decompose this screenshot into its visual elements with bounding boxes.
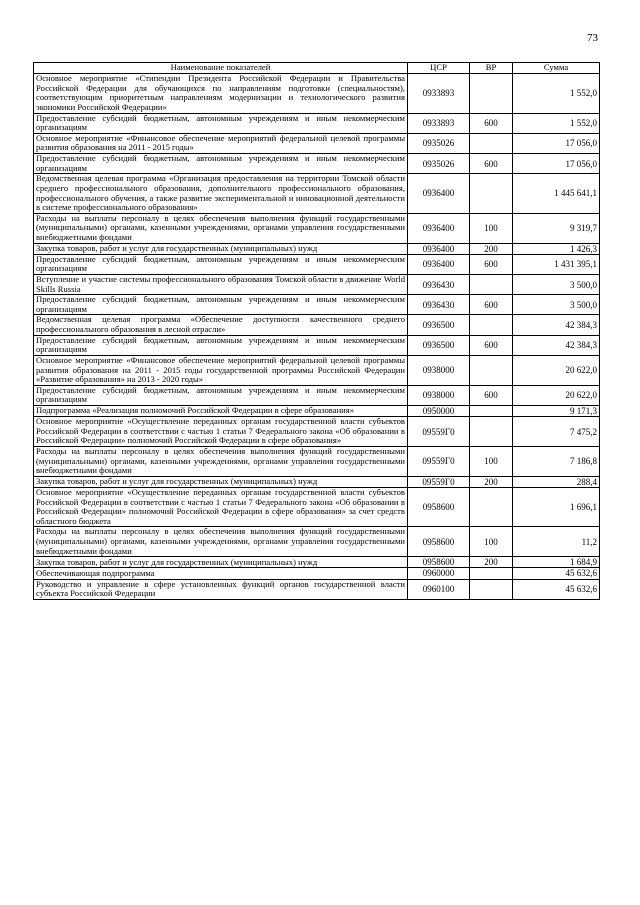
row-name: Ведомственная целевая программа «Обеспечение доступности качественного среднего профессионального образования в лесной отрасли» xyxy=(34,315,408,335)
row-sum: 17 056,0 xyxy=(513,133,600,153)
row-name: Закупка товаров, работ и услуг для государственных (муниципальных) нужд xyxy=(34,476,408,487)
row-sum: 45 632,6 xyxy=(513,568,600,579)
row-name: Основное мероприятие «Финансовое обеспечение мероприятий федеральной целевой программы развития образования на 2011 - 2015 годы» xyxy=(34,133,408,153)
table-row xyxy=(34,579,600,599)
table-row xyxy=(34,154,600,174)
row-name: Основное мероприятие «Стипендии Президента Российской Федерации и Правительства Российской Федерации для обучающихся по направлениям подготовки (специальностям), соответствующим приоритетным направлениям модернизации и технологического развития экономики Российской Федерации» xyxy=(34,74,408,114)
row-csr: 0936400 xyxy=(408,243,470,254)
row-name: Закупка товаров, работ и услуг для государственных (муниципальных) нужд xyxy=(34,243,408,254)
row-csr: 0958600 xyxy=(408,557,470,568)
row-csr: 0935026 xyxy=(408,154,470,174)
table-row xyxy=(34,527,600,557)
table-row xyxy=(34,385,600,405)
table-row xyxy=(34,133,600,153)
header-name: Наименование показателей xyxy=(34,63,408,74)
row-csr: 0935026 xyxy=(408,133,470,153)
row-sum: 11,2 xyxy=(513,527,600,557)
table-row xyxy=(34,113,600,133)
header-sum: Сумма xyxy=(513,63,600,74)
row-vr: 100 xyxy=(470,447,513,477)
row-sum: 1 552,0 xyxy=(513,74,600,114)
row-vr xyxy=(470,417,513,447)
row-name: Подпрограмма «Реализация полномочий Российской Федерации в сфере образования» xyxy=(34,406,408,417)
table-row xyxy=(34,487,600,527)
row-sum: 7 186,8 xyxy=(513,447,600,477)
row-name: Ведомственная целевая программа «Организация предоставления на территории Томской области среднего профессионального образования, дополнительного профессионального образования, профессионального обучения, а также развитие экспериментальной и инновационной деятельности в системе профессионального образования» xyxy=(34,174,408,214)
row-csr: 0936400 xyxy=(408,254,470,274)
row-csr: 0936500 xyxy=(408,315,470,335)
table-row xyxy=(34,355,600,385)
table-row xyxy=(34,74,600,114)
row-sum: 45 632,6 xyxy=(513,579,600,599)
row-vr xyxy=(470,487,513,527)
row-sum: 1 431 395,1 xyxy=(513,254,600,274)
row-sum: 42 384,3 xyxy=(513,315,600,335)
row-name: Руководство и управление в сфере установленных функций органов государственной власти субъекта Российской Федерации xyxy=(34,579,408,599)
row-csr: 0933893 xyxy=(408,113,470,133)
row-vr: 600 xyxy=(470,385,513,405)
row-vr xyxy=(470,174,513,214)
table-row xyxy=(34,174,600,214)
table-body xyxy=(34,74,600,600)
row-csr: 0960100 xyxy=(408,579,470,599)
row-sum: 9 171,3 xyxy=(513,406,600,417)
row-name: Предоставление субсидий бюджетным, автономным учреждениям и иным некоммерческим организациям xyxy=(34,295,408,315)
row-sum: 7 475,2 xyxy=(513,417,600,447)
row-csr: 0958600 xyxy=(408,527,470,557)
row-sum: 288,4 xyxy=(513,476,600,487)
table-row xyxy=(34,447,600,477)
row-vr: 600 xyxy=(470,295,513,315)
row-name: Основное мероприятие «Финансовое обеспечение мероприятий федеральной целевой программы развития образования на 2011 - 2015 годы государственной программы Российской Федерации «Развитие образования» на 2013 - 2020 годы» xyxy=(34,355,408,385)
table-row xyxy=(34,243,600,254)
row-name: Обеспечивающая подпрограмма xyxy=(34,568,408,579)
row-name: Предоставление субсидий бюджетным, автономным учреждениям и иным некоммерческим организациям xyxy=(34,154,408,174)
row-vr xyxy=(470,568,513,579)
row-vr xyxy=(470,315,513,335)
table-row xyxy=(34,274,600,294)
row-csr: 0938000 xyxy=(408,385,470,405)
row-name: Основное мероприятие «Осуществление переданных органам государственной власти субъектов Российской Федерации в соответствии с частью 1 статьи 7 Федерального закона «Об образовании в Российской Федерации» полномочий Российской Федерации в сфере образования» xyxy=(34,417,408,447)
table-row xyxy=(34,406,600,417)
table-row xyxy=(34,213,600,243)
table-row xyxy=(34,254,600,274)
table-row xyxy=(34,335,600,355)
row-sum: 1 552,0 xyxy=(513,113,600,133)
row-csr: 0936430 xyxy=(408,274,470,294)
page-number: 73 xyxy=(587,32,598,44)
row-vr xyxy=(470,274,513,294)
row-csr: 0936400 xyxy=(408,174,470,214)
row-vr: 600 xyxy=(470,335,513,355)
budget-table xyxy=(33,62,600,600)
row-csr: 0933893 xyxy=(408,74,470,114)
row-vr: 100 xyxy=(470,213,513,243)
row-sum: 20 622,0 xyxy=(513,385,600,405)
row-vr: 200 xyxy=(470,243,513,254)
row-sum: 3 500,0 xyxy=(513,274,600,294)
row-sum: 42 384,3 xyxy=(513,335,600,355)
row-name: Предоставление субсидий бюджетным, автономным учреждениям и иным некоммерческим организациям xyxy=(34,335,408,355)
row-sum: 1 684,9 xyxy=(513,557,600,568)
row-csr: 09559Г0 xyxy=(408,447,470,477)
row-sum: 9 319,7 xyxy=(513,213,600,243)
row-vr xyxy=(470,74,513,114)
row-name: Предоставление субсидий бюджетным, автономным учреждениям и иным некоммерческим организациям xyxy=(34,385,408,405)
row-vr xyxy=(470,355,513,385)
row-csr: 0960000 xyxy=(408,568,470,579)
row-csr: 09559Г0 xyxy=(408,476,470,487)
row-name: Предоставление субсидий бюджетным, автономным учреждениям и иным некоммерческим организациям xyxy=(34,113,408,133)
header-csr: ЦСР xyxy=(408,63,470,74)
row-vr: 100 xyxy=(470,527,513,557)
row-sum: 20 622,0 xyxy=(513,355,600,385)
row-name: Расходы на выплаты персоналу в целях обеспечения выполнения функций государственными (муниципальными) органами, казенными учреждениями, органами управления государственными внебюджетными фондами xyxy=(34,527,408,557)
row-sum: 17 056,0 xyxy=(513,154,600,174)
row-sum: 1 426,3 xyxy=(513,243,600,254)
row-name: Расходы на выплаты персоналу в целях обеспечения выполнения функций государственными (муниципальными) органами, казенными учреждениями, органами управления государственными внебюджетными фондами xyxy=(34,447,408,477)
row-name: Вступление и участие системы профессионального образования Томской области в движение World Skills Russia xyxy=(34,274,408,294)
table-row xyxy=(34,476,600,487)
table-row xyxy=(34,417,600,447)
row-csr: 0936430 xyxy=(408,295,470,315)
row-name: Основное мероприятие «Осуществление переданных органам государственной власти субъектов Российской Федерации в соответствии с частью 1 статьи 7 Федерального закона «Об образовании в Российской Федерации» полномочий Российской Федерации в сфере образования» за счет средств областного бюджета xyxy=(34,487,408,527)
row-csr: 09559Г0 xyxy=(408,417,470,447)
table-row xyxy=(34,315,600,335)
row-name: Закупка товаров, работ и услуг для государственных (муниципальных) нужд xyxy=(34,557,408,568)
row-csr: 0936400 xyxy=(408,213,470,243)
row-vr: 600 xyxy=(470,113,513,133)
row-csr: 0936500 xyxy=(408,335,470,355)
row-sum: 1 696,1 xyxy=(513,487,600,527)
row-vr xyxy=(470,406,513,417)
row-vr xyxy=(470,579,513,599)
row-csr: 0938000 xyxy=(408,355,470,385)
row-name: Предоставление субсидий бюджетным, автономным учреждениям и иным некоммерческим организациям xyxy=(34,254,408,274)
row-vr xyxy=(470,133,513,153)
row-sum: 3 500,0 xyxy=(513,295,600,315)
table-row xyxy=(34,295,600,315)
row-vr: 600 xyxy=(470,154,513,174)
row-sum: 1 445 641,1 xyxy=(513,174,600,214)
header-vr: ВР xyxy=(470,63,513,74)
table-row xyxy=(34,568,600,579)
row-vr: 200 xyxy=(470,476,513,487)
table-header-row xyxy=(34,63,600,74)
table-row xyxy=(34,557,600,568)
row-csr: 0950000 xyxy=(408,406,470,417)
row-name: Расходы на выплаты персоналу в целях обеспечения выполнения функций государственными (муниципальными) органами, казенными учреждениями, органами управления государственными внебюджетными фондами xyxy=(34,213,408,243)
row-vr: 600 xyxy=(470,254,513,274)
row-csr: 0958600 xyxy=(408,487,470,527)
row-vr: 200 xyxy=(470,557,513,568)
